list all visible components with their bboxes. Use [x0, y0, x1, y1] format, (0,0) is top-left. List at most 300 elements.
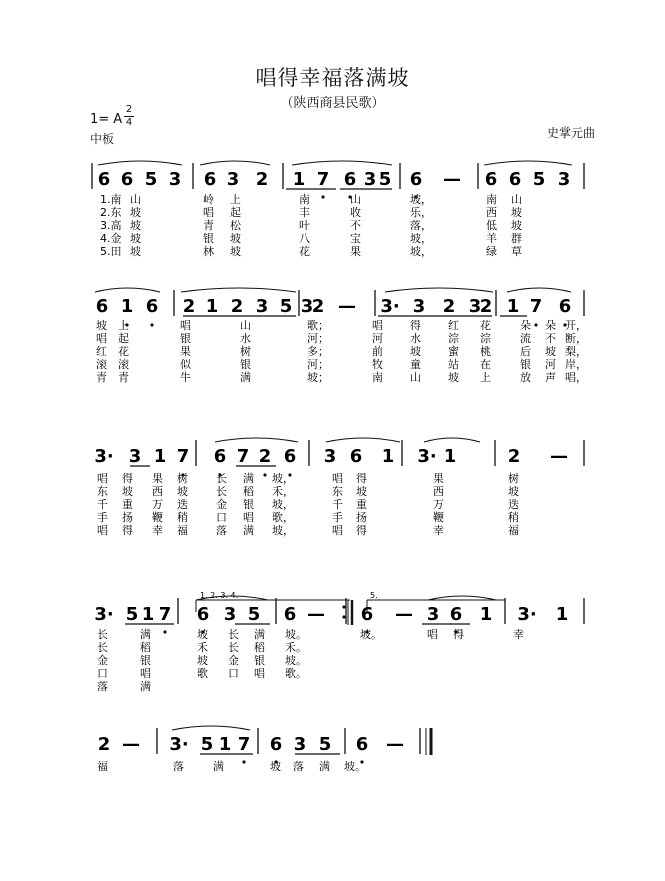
- note: 2: [479, 296, 493, 317]
- note: 6: [97, 169, 111, 190]
- lyric-syllable: 坡。: [344, 760, 366, 773]
- note: 2: [255, 169, 269, 190]
- slur: [326, 438, 400, 442]
- note: 3: [412, 296, 426, 317]
- note: 2: [182, 296, 196, 317]
- repeat-dot: [342, 615, 345, 618]
- lyric-syllable: 坡: [511, 206, 522, 219]
- note: 3: [293, 734, 307, 755]
- lyric-syllable: 河: [372, 332, 383, 345]
- slur: [200, 161, 270, 165]
- lyric-syllable: 上: [480, 371, 491, 384]
- lyric-syllable: 东: [332, 485, 343, 498]
- note: —: [395, 604, 413, 625]
- slur: [215, 438, 298, 442]
- lyric-syllable: 东: [97, 485, 108, 498]
- lyric-syllable: 福: [508, 524, 519, 537]
- note: 6: [120, 169, 134, 190]
- lyric-syllable: 幸: [152, 524, 163, 537]
- lyric-syllable: 长: [216, 472, 227, 485]
- note: —: [550, 446, 568, 467]
- note: 3: [323, 446, 337, 467]
- note: 6: [343, 169, 357, 190]
- lyric-syllable: 草: [511, 245, 522, 258]
- lyric-syllable: 迭: [508, 498, 519, 511]
- lyric-syllable: 坡；: [307, 371, 329, 384]
- lyric-syllable: 满: [213, 760, 224, 773]
- note: 3: [223, 604, 237, 625]
- lyric-syllable: 唱: [97, 472, 108, 485]
- lyric-syllable: 满: [254, 628, 265, 641]
- lyric-syllable: 断，: [565, 332, 587, 345]
- lyric-syllable: 禾，: [272, 485, 294, 498]
- lyric-syllable: 唱: [332, 472, 343, 485]
- lyric-syllable: 稍: [508, 511, 519, 524]
- note: 3·: [169, 734, 189, 755]
- lyric-syllable: 红: [448, 319, 459, 332]
- volta-1-label: 1. 2. 3. 4.: [200, 591, 239, 600]
- note: —: [443, 169, 461, 190]
- lyric-syllable: 果: [350, 245, 361, 258]
- lyric-syllable: 鞭: [433, 511, 444, 524]
- lyric-syllable: 似: [180, 358, 191, 371]
- lyric-syllable: 朵: [545, 319, 556, 332]
- lyric-syllable: 千: [332, 498, 343, 511]
- slur: [424, 438, 480, 442]
- lyric-syllable: 河；: [307, 358, 329, 371]
- lyric-syllable: 稻: [254, 641, 265, 654]
- lyric-syllable: 幸: [433, 524, 444, 537]
- lyric-syllable: 金: [228, 654, 239, 667]
- octave-dot: [163, 630, 166, 633]
- lyric-syllable: 口: [228, 667, 239, 680]
- lyric-syllable: 唱: [97, 524, 108, 537]
- note: 1: [381, 446, 395, 467]
- lyric-syllable: 银: [140, 654, 151, 667]
- slur: [385, 288, 493, 292]
- time-signature-top: 2: [125, 104, 133, 115]
- lyric-syllable: 桃: [480, 345, 491, 358]
- lyric-syllable: 坡: [545, 345, 556, 358]
- lyric-syllable: 唱: [140, 667, 151, 680]
- lyric-syllable: 唱: [180, 319, 191, 332]
- lyric-syllable: 幸: [513, 628, 524, 641]
- lyric-syllable: 羊: [486, 232, 497, 245]
- lyric-syllable: 低: [486, 219, 497, 232]
- lyric-syllable: 唱: [203, 206, 214, 219]
- note: 2: [258, 446, 272, 467]
- note: 5: [378, 169, 392, 190]
- lyric-syllable: 花: [299, 245, 310, 258]
- lyric-syllable: 南: [299, 193, 310, 206]
- lyric-syllable: 扬: [122, 511, 133, 524]
- lyric-syllable: 稻: [140, 641, 151, 654]
- slur: [95, 288, 160, 292]
- lyric-syllable: 南: [486, 193, 497, 206]
- lyric-syllable: 稻: [243, 485, 254, 498]
- note: 3: [128, 446, 142, 467]
- lyric-syllable: 满: [243, 524, 254, 537]
- lyric-syllable: 在: [480, 358, 491, 371]
- note: 2: [507, 446, 521, 467]
- lyric-syllable: 歌；: [307, 319, 329, 332]
- lyric-syllable: 群: [511, 232, 522, 245]
- note: 1: [443, 446, 457, 467]
- lyric-syllable: 扬: [356, 511, 367, 524]
- lyric-syllable: 水: [410, 332, 421, 345]
- note: 6: [213, 446, 227, 467]
- note: 6: [449, 604, 463, 625]
- lyric-syllable: 唱: [427, 628, 438, 641]
- key-signature: 1= A: [90, 112, 123, 127]
- note: 5: [318, 734, 332, 755]
- note: 3: [168, 169, 182, 190]
- lyric-syllable: 长: [228, 641, 239, 654]
- lyric-syllable: 银: [254, 654, 265, 667]
- lyric-syllable: 金: [97, 654, 108, 667]
- lyric-syllable: 坡，: [410, 193, 432, 206]
- note: 5: [144, 169, 158, 190]
- tempo-marking: 中板: [90, 132, 115, 146]
- lyric-syllable: 多；: [307, 345, 329, 358]
- lyric-syllable: 坡: [130, 232, 141, 245]
- slur: [292, 161, 392, 165]
- lyric-syllable: 树: [177, 472, 188, 485]
- lyric-syllable: 得: [122, 472, 133, 485]
- note: 3: [363, 169, 377, 190]
- lyric-syllable: 坡。: [285, 654, 307, 667]
- lyric-syllable: 上: [230, 193, 241, 206]
- lyric-syllable: 山: [350, 193, 361, 206]
- lyric-syllable: 唱: [243, 511, 254, 524]
- octave-dot: [242, 760, 245, 763]
- lyric-syllable: 坡，: [410, 245, 432, 258]
- lyric-syllable: 唱: [372, 319, 383, 332]
- note: 3: [426, 604, 440, 625]
- note: 3·: [380, 296, 400, 317]
- lyric-syllable: 得: [122, 524, 133, 537]
- lyric-syllable: 坡: [448, 371, 459, 384]
- lyric-syllable: 手: [97, 511, 108, 524]
- note: 2: [97, 734, 111, 755]
- lyric-syllable: 长: [216, 485, 227, 498]
- lyric-syllable: 落: [216, 524, 227, 537]
- note: 2: [230, 296, 244, 317]
- lyric-syllable: 手: [332, 511, 343, 524]
- lyric-syllable: 长: [97, 641, 108, 654]
- lyric-syllable: 南: [372, 371, 383, 384]
- note: 6: [349, 446, 363, 467]
- lyric-syllable: 坡: [410, 345, 421, 358]
- lyric-syllable: 福: [97, 760, 108, 773]
- lyric-syllable: 西: [433, 485, 444, 498]
- lyric-syllable: 满: [243, 472, 254, 485]
- lyric-syllable: 禾。: [285, 641, 307, 654]
- lyric-syllable: 声: [545, 371, 556, 384]
- lyric-syllable: 万: [433, 498, 444, 511]
- note: 6: [283, 446, 297, 467]
- lyric-syllable: 5.田: [100, 245, 122, 258]
- lyric-syllable: 果: [152, 472, 163, 485]
- repeat-dot: [342, 605, 345, 608]
- lyric-syllable: 坡: [230, 245, 241, 258]
- lyric-syllable: 河: [545, 358, 556, 371]
- lyric-syllable: 唱: [254, 667, 265, 680]
- lyric-syllable: 松: [230, 219, 241, 232]
- lyric-syllable: 站: [448, 358, 459, 371]
- lyric-syllable: 林: [203, 245, 214, 258]
- lyric-syllable: 落: [293, 760, 304, 773]
- lyric-syllable: 童: [410, 358, 421, 371]
- lyric-syllable: 坡: [197, 628, 208, 641]
- lyric-syllable: 坡，: [272, 498, 294, 511]
- lyric-syllable: 坡: [356, 485, 367, 498]
- lyric-syllable: 得: [410, 319, 421, 332]
- lyric-syllable: 4.金: [100, 232, 122, 245]
- note: 6: [283, 604, 297, 625]
- slur: [181, 288, 296, 292]
- note: 6: [95, 296, 109, 317]
- lyric-syllable: 果: [180, 345, 191, 358]
- lyric-syllable: 口: [97, 667, 108, 680]
- lyric-syllable: 果: [433, 472, 444, 485]
- note: 7: [529, 296, 543, 317]
- lyric-syllable: 花: [480, 319, 491, 332]
- slur: [172, 726, 250, 730]
- lyric-syllable: 唱: [332, 524, 343, 537]
- note: 1: [292, 169, 306, 190]
- note: 2: [311, 296, 325, 317]
- octave-dot: [263, 473, 266, 476]
- lyric-syllable: 2.东: [100, 206, 122, 219]
- lyric-syllable: 放: [520, 371, 531, 384]
- lyric-syllable: 福: [177, 524, 188, 537]
- note: 2: [442, 296, 456, 317]
- lyric-syllable: 花: [118, 345, 129, 358]
- lyric-syllable: 山: [130, 193, 141, 206]
- lyric-syllable: 坡: [230, 232, 241, 245]
- lyric-syllable: 满: [140, 628, 151, 641]
- note: 3: [468, 296, 482, 317]
- lyric-syllable: 宝: [350, 232, 361, 245]
- lyric-syllable: 山: [410, 371, 421, 384]
- lyric-syllable: 迭: [177, 498, 188, 511]
- note: 6: [203, 169, 217, 190]
- lyric-syllable: 坡，: [272, 472, 294, 485]
- lyric-syllable: 开，: [565, 319, 587, 332]
- lyric-syllable: 青: [96, 371, 107, 384]
- lyric-syllable: 歌，: [272, 511, 294, 524]
- note: 5: [125, 604, 139, 625]
- note: 1: [506, 296, 520, 317]
- lyric-syllable: 淙: [480, 332, 491, 345]
- lyric-syllable: 银: [203, 232, 214, 245]
- note: 5: [279, 296, 293, 317]
- lyric-syllable: 重: [356, 498, 367, 511]
- lyric-syllable: 丰: [299, 206, 310, 219]
- lyric-syllable: 前: [372, 345, 383, 358]
- note: 6: [145, 296, 159, 317]
- note: 6: [269, 734, 283, 755]
- lyric-syllable: 稍: [177, 511, 188, 524]
- note: 6: [409, 169, 423, 190]
- note: 3·: [94, 446, 114, 467]
- note: —: [386, 734, 404, 755]
- note: 7: [237, 734, 251, 755]
- lyric-syllable: 得: [453, 628, 464, 641]
- lyric-syllable: 梨，: [565, 345, 587, 358]
- lyric-syllable: 坡: [270, 760, 281, 773]
- lyric-syllable: 鞭: [152, 511, 163, 524]
- lyric-syllable: 坡: [122, 485, 133, 498]
- lyric-syllable: 长: [228, 628, 239, 641]
- lyric-syllable: 得: [356, 472, 367, 485]
- note: 5: [247, 604, 261, 625]
- lyric-syllable: 坡: [130, 206, 141, 219]
- note: 1: [153, 446, 167, 467]
- lyric-syllable: 树: [240, 345, 251, 358]
- lyric-syllable: 山: [240, 319, 251, 332]
- octave-dot: [150, 323, 153, 326]
- lyric-syllable: 牛: [180, 371, 191, 384]
- lyric-syllable: 红: [96, 345, 107, 358]
- lyric-syllable: 满: [240, 371, 251, 384]
- lyric-syllable: 坡: [96, 319, 107, 332]
- note: 1: [120, 296, 134, 317]
- note: 6: [558, 296, 572, 317]
- time-signature-bottom: 4: [125, 117, 133, 128]
- lyric-syllable: 落: [173, 760, 184, 773]
- lyric-syllable: 山: [511, 193, 522, 206]
- lyric-syllable: 银: [180, 332, 191, 345]
- lyric-syllable: 坡: [130, 219, 141, 232]
- lyric-syllable: 满: [140, 680, 151, 693]
- note: 7: [158, 604, 172, 625]
- slur: [507, 288, 571, 292]
- octave-dot: [534, 323, 537, 326]
- note: 6: [196, 604, 210, 625]
- note: 3·: [517, 604, 537, 625]
- lyric-syllable: 青: [203, 219, 214, 232]
- note: 1: [218, 734, 232, 755]
- lyric-syllable: 乐，: [410, 206, 432, 219]
- lyric-syllable: 八: [299, 232, 310, 245]
- lyric-syllable: 起: [230, 206, 241, 219]
- lyric-syllable: 岭: [203, 193, 214, 206]
- note: 5: [532, 169, 546, 190]
- lyric-syllable: 落，: [410, 219, 432, 232]
- note: 3·: [417, 446, 437, 467]
- song-subtitle: （陕西商县民歌）: [280, 96, 385, 111]
- lyric-syllable: 滚: [118, 358, 129, 371]
- note: 7: [236, 446, 250, 467]
- lyric-syllable: 万: [152, 498, 163, 511]
- lyric-syllable: 青: [118, 371, 129, 384]
- lyric-syllable: 3.高: [100, 219, 122, 232]
- note: —: [338, 296, 356, 317]
- lyric-syllable: 落: [97, 680, 108, 693]
- lyric-syllable: 银: [240, 358, 251, 371]
- lyric-syllable: 重: [122, 498, 133, 511]
- lyric-syllable: 后: [520, 345, 531, 358]
- lyric-syllable: 西: [152, 485, 163, 498]
- lyric-syllable: 叶: [299, 219, 310, 232]
- lyric-syllable: 河；: [307, 332, 329, 345]
- lyric-syllable: 长: [97, 628, 108, 641]
- lyric-syllable: 起: [118, 332, 129, 345]
- octave-dot: [321, 195, 324, 198]
- note: 1: [479, 604, 493, 625]
- lyric-syllable: 得: [356, 524, 367, 537]
- lyric-syllable: 金: [216, 498, 227, 511]
- lyric-syllable: 滚: [96, 358, 107, 371]
- lyric-syllable: 收: [350, 206, 361, 219]
- lyric-syllable: 水: [240, 332, 251, 345]
- lyric-syllable: 朵: [520, 319, 531, 332]
- note: 6: [360, 604, 374, 625]
- note: 6: [355, 734, 369, 755]
- lyric-syllable: 银: [520, 358, 531, 371]
- composer-credit: 史掌元曲: [546, 126, 595, 140]
- lyric-syllable: 口: [216, 511, 227, 524]
- lyric-syllable: 西: [486, 206, 497, 219]
- note: 7: [316, 169, 330, 190]
- lyric-syllable: 歌。: [285, 667, 307, 680]
- lyric-syllable: 1.南: [100, 193, 122, 206]
- slur: [98, 161, 182, 165]
- note: 1: [141, 604, 155, 625]
- lyric-syllable: 满: [319, 760, 330, 773]
- lyric-syllable: 坡: [508, 485, 519, 498]
- lyric-syllable: 流: [520, 332, 531, 345]
- note: 1: [205, 296, 219, 317]
- lyric-syllable: 不: [545, 332, 556, 345]
- lyric-syllable: 不: [350, 219, 361, 232]
- note: 3: [300, 296, 314, 317]
- lyric-syllable: 坡。: [360, 628, 382, 641]
- note: 3: [557, 169, 571, 190]
- lyric-syllable: 坡，: [410, 232, 432, 245]
- note: —: [122, 734, 140, 755]
- note: 3: [255, 296, 269, 317]
- note: 3·: [94, 604, 114, 625]
- lyric-syllable: 坡: [197, 654, 208, 667]
- lyric-syllable: 树: [508, 472, 519, 485]
- lyric-syllable: 禾: [197, 641, 208, 654]
- note: 1: [555, 604, 569, 625]
- note: —: [307, 604, 325, 625]
- lyric-syllable: 岸，: [565, 358, 587, 371]
- lyric-syllable: 上: [118, 319, 129, 332]
- lyric-syllable: 牧: [372, 358, 383, 371]
- lyric-syllable: 歌: [197, 667, 208, 680]
- lyric-syllable: 坡。: [285, 628, 307, 641]
- lyric-syllable: 淙: [448, 332, 459, 345]
- note: 5: [200, 734, 214, 755]
- slur: [484, 161, 572, 165]
- slur: [428, 596, 496, 600]
- lyric-syllable: 千: [97, 498, 108, 511]
- lyric-syllable: 唱，: [565, 371, 587, 384]
- lyric-syllable: 坡: [511, 219, 522, 232]
- lyric-syllable: 蜜: [448, 345, 459, 358]
- lyric-syllable: 银: [243, 498, 254, 511]
- lyric-syllable: 坡: [177, 485, 188, 498]
- lyric-syllable: 坡: [130, 245, 141, 258]
- note: 3: [226, 169, 240, 190]
- note: 6: [508, 169, 522, 190]
- volta-2-label: 5.: [370, 591, 378, 600]
